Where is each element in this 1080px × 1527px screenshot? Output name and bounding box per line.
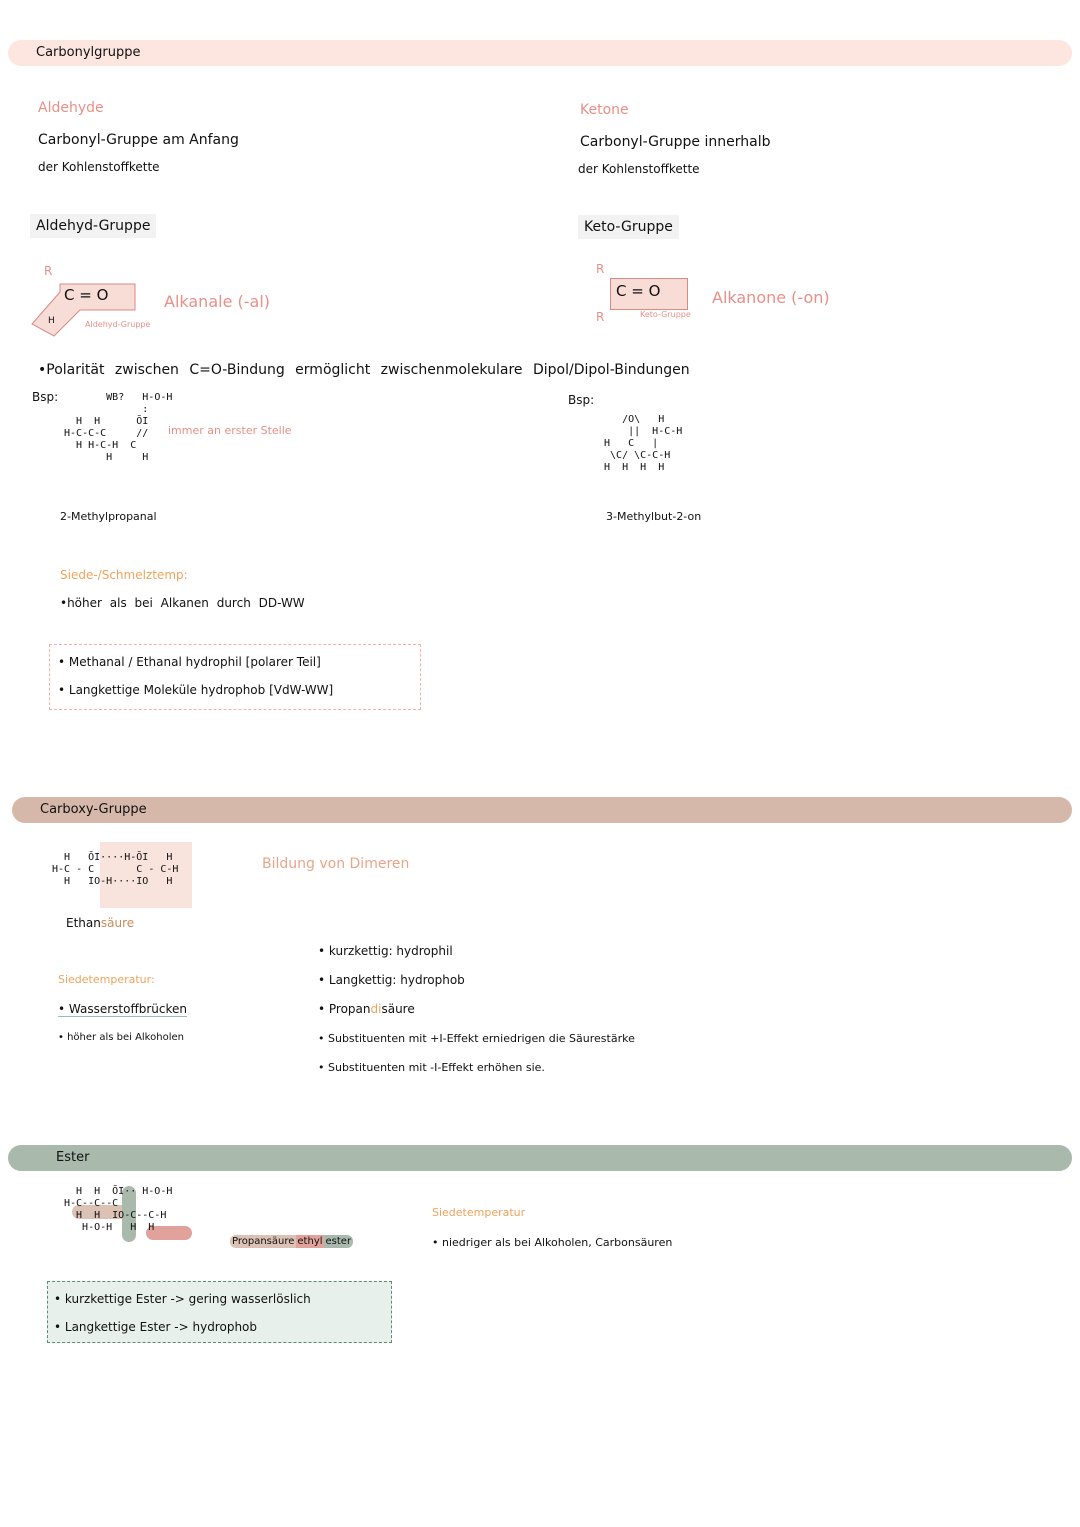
example-name: 2-Methylpropanal: [60, 510, 157, 523]
section-title: Carboxy-Gruppe: [40, 802, 147, 817]
ketone-desc: der Kohlenstoffkette: [578, 162, 700, 176]
structure-ethanoic-acid-dimer: H ŌI····H-ŌI H H-C - C C - C-H H IO-H····IO H: [52, 852, 179, 887]
carbonyl-formula: C = O: [64, 286, 109, 304]
ketone-desc: Carbonyl-Gruppe innerhalb: [580, 134, 771, 150]
ketone-class-name: Alkanone (-on): [712, 288, 830, 307]
aldehyde-class-name: Alkanale (-al): [164, 292, 271, 311]
r-atom: R: [596, 310, 605, 324]
formula-caption: Keto-Gruppe: [640, 310, 691, 319]
box-line: • Methanal / Ethanal hydrophil [polarer Teil]: [58, 655, 321, 669]
ethanoic-acid-name: [66, 916, 134, 930]
polarity-note: •Polarität zwischen C=O-Bindung ermöglicht zwischenmolekulare Dipol/Dipol-Bindungen: [38, 362, 690, 378]
carboxy-item: • Substituenten mit +I-Effekt erniedrigen die Säurestärke: [318, 1032, 635, 1045]
boiling-heading: Siedetemperatur:: [58, 973, 155, 986]
carboxy-item: • Langkettig: hydrophob: [318, 973, 465, 987]
carbonyl-formula: C = O: [616, 282, 661, 300]
carboxy-item: • Substituenten mit -I-Effekt erhöhen sie.: [318, 1061, 545, 1074]
name-part: ethyl: [297, 1236, 323, 1247]
boiling-heading: Siedetemperatur: [432, 1206, 526, 1219]
ketone-heading: Ketone: [580, 102, 629, 118]
name-part: di: [370, 1002, 382, 1016]
keto-group-formula: [596, 262, 706, 326]
boiling-heading: Siede-/Schmelztemp:: [60, 568, 188, 582]
solubility-box: [49, 644, 421, 710]
aldehyde-group-label: Aldehyd-Gruppe: [30, 214, 156, 238]
name-part: säure: [100, 916, 135, 930]
structure-3-methylbutanone: /O\ H || H-C-H H C | \C/ \C-C-H H H H H: [604, 414, 683, 473]
carboxy-item-propandisaeure: [318, 1002, 415, 1016]
ketone-group-label: Keto-Gruppe: [578, 215, 679, 239]
annotation-first-position: immer an erster Stelle: [168, 424, 292, 437]
aldehyde-group-formula: [30, 262, 151, 337]
box-line: • Langkettige Moleküle hydrophob [VdW-WW]: [58, 683, 334, 697]
example-label: Bsp:: [568, 393, 595, 407]
box-line: • kurzkettige Ester -> gering wasserlöslich: [54, 1292, 311, 1306]
example-label: Bsp:: [32, 390, 59, 404]
boiling-item: • höher als bei Alkoholen: [58, 1032, 184, 1043]
boiling-text: •höher als bei Alkanen durch DD-WW: [60, 596, 305, 610]
structure-ethyl-propanoate: H H ŌI·· H-O-H H-C--C--C H H IO-C--C-H H-O-H H H: [64, 1186, 173, 1233]
aldehyde-desc: der Kohlenstoffkette: [38, 160, 160, 174]
box-line: • Langkettige Ester -> hydrophob: [54, 1320, 258, 1334]
section-header-carbonyl: [8, 40, 1072, 66]
formula-caption: Aldehyd-Gruppe: [85, 320, 151, 329]
h-atom: H: [48, 316, 55, 326]
section-title: Ester: [56, 1150, 90, 1165]
dimer-note: Bildung von Dimeren: [262, 856, 410, 872]
name-part: ester: [325, 1236, 352, 1247]
ester-name: [230, 1236, 353, 1247]
example-name: 3-Methylbut-2-on: [606, 510, 702, 523]
name-part: Propansäure: [232, 1236, 295, 1247]
carboxy-item: • kurzkettig: hydrophil: [318, 944, 453, 958]
r-atom: R: [596, 262, 605, 276]
aldehyde-heading: Aldehyde: [38, 100, 104, 116]
structure-2-methylpropanal: WB? H-O-H : H H ŌI H-C-C-C // H H-C-H C H H: [64, 392, 173, 463]
name-part: säure: [381, 1002, 415, 1016]
section-title: Carbonylgruppe: [36, 45, 141, 60]
ester-solubility-box: [47, 1281, 392, 1343]
section-header-ester: [8, 1145, 1072, 1171]
boiling-item: • Wasserstoffbrücken: [58, 1002, 187, 1016]
r-atom: R: [44, 264, 53, 278]
name-part: Ethan: [66, 916, 101, 930]
boiling-text: • niedriger als bei Alkoholen, Carbonsäuren: [432, 1236, 673, 1249]
section-header-carboxy: [12, 797, 1072, 823]
aldehyde-desc: Carbonyl-Gruppe am Anfang: [38, 132, 239, 148]
name-part: • Propan: [318, 1002, 371, 1016]
